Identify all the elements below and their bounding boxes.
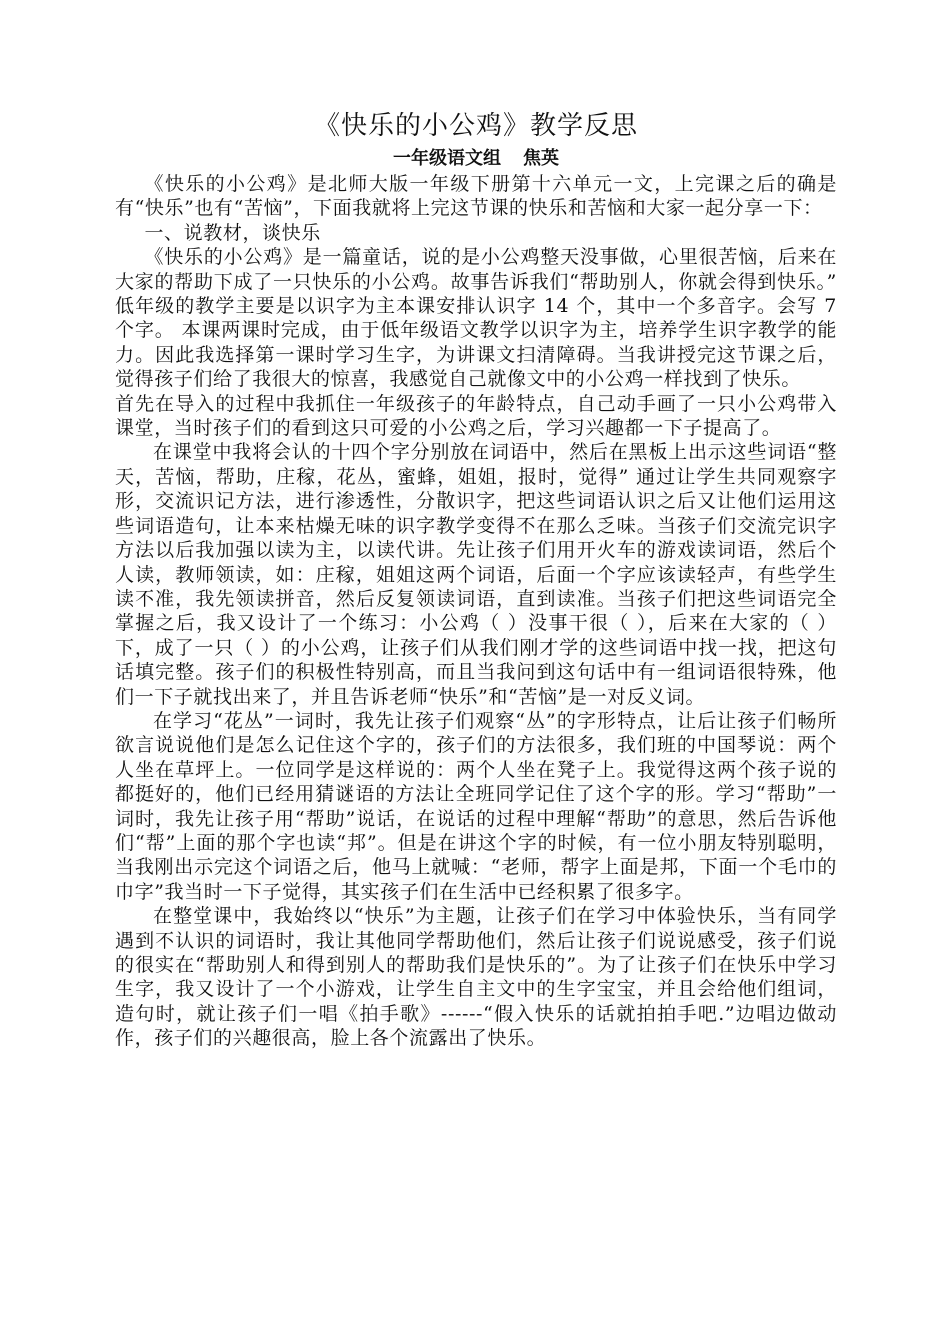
paragraph-5: 在整堂课中，我始终以“快乐”为主题，让孩子们在学习中体验快乐，当有同学遇到不认识的词语时，我让其他同学帮助他们，然后让孩子们说说感受，孩子们说的很实在“帮助别人和得到别人的帮助我们是快乐的”。为了让孩子们在快乐中学习生字，我又设计了一个小游戏，让学生自主文中的生字宝宝，并且会给他们组词，造句时，就让孩子们一唱《拍手歌》------“假入快乐的话就拍拍手吧.”边唱边做动作，孩子们的兴趣很高，脸上各个流露出了快乐。: [115, 905, 837, 1050]
document-page: [115, 106, 837, 1051]
document-title: 《快乐的小公鸡》教学反思: [313, 111, 638, 141]
author-group: 一年级语文组: [393, 148, 501, 169]
section-heading: 一、说教材，谈快乐: [144, 221, 321, 244]
author-name: 焦英: [523, 148, 559, 169]
author-line: [115, 146, 837, 172]
paragraph-3: 在课堂中我将会认的十四个字分别放在词语中，然后在黑板上出示这些词语“整天，苦恼，帮助，庄稼，花丛，蜜蜂，姐姐，报时，觉得” 通过让学生共同观察字形，交流识记方法，进行渗透性，分散识字，把这些词语认识之后又让他们运用这些词语造句，让本来枯燥无味的识字教学变得不在那么乏味。当孩子们交流完识字方法以后我加强以读为主，以读代讲。先让孩子们用开火车的游戏读词语，然后个人读，教师领读，如：庄稼，姐姐这两个词语，后面一个字应该读轻声，有些学生读不准，我先领读拼音，然后反复领读词语，直到读准。当孩子们把这些词语完全掌握之后，我又设计了一个练习：小公鸡（ ）没事干很（ ），后来在大家的（ ）下，成了一只（ ）的小公鸡，让孩子们从我们刚才学的这些词语中找一找，把这句话填完整。孩子们的积极性特别高，而且当我问到这句话中有一组词语很特殊，他们一下子就找出来了，并且告诉老师“快乐”和“苦恼”是一对反义词。: [115, 441, 837, 708]
paragraph-2: 首先在导入的过程中我抓住一年级孩子的年龄特点，自己动手画了一只小公鸡带入课堂，当时孩子们的看到这只可爱的小公鸡之后，学习兴趣都一下子提高了。: [115, 392, 837, 440]
intro-paragraph: 《快乐的小公鸡》是北师大版一年级下册第十六单元一文，上完课之后的确是有“快乐”也有“苦恼”，下面我就将上完这节课的快乐和苦恼和大家一起分享一下：: [115, 173, 837, 220]
paragraph-1: 《快乐的小公鸡》是一篇童话，说的是小公鸡整天没事做，心里很苦恼，后来在大家的帮助下成了一只快乐的小公鸡。故事告诉我们“帮助别人，你就会得到快乐。” 低年级的教学主要是以识字为主本课安排认识字 14 个，其中一个多音字。会写 7 个字。 本课两课时完成，由于低年级语文教学以识字为主，培养学生识字教学的能力。因此我选择第一课时学习生字，为讲课文扫清障碍。当我讲授完这节课之后，觉得孩子们给了我很大的惊喜，我感觉自己就像文中的小公鸡一样找到了快乐。: [115, 246, 837, 391]
paragraph-4: 在学习“花丛”一词时，我先让孩子们观察“丛”的字形特点，让后让孩子们畅所欲言说说他们是怎么记住这个字的，孩子们的方法很多，我们班的中国琴说：两个人坐在草坪上。一位同学是这样说的：两个人坐在凳子上。我觉得这两个孩子说的都挺好的，他们已经用猜谜语的方法让全班同学记住了这个字的形。学习“帮助”一词时，我先让孩子用“帮助”说话，在说话的过程中理解“帮助”的意思，然后告诉他们“帮”上面的那个字也读“邦”。但是在讲这个字的时候，有一位小朋友特别聪明，当我刚出示完这个词语之后，他马上就喊：“老师，帮字上面是邦，下面一个毛巾的巾字”我当时一下子觉得，其实孩子们在生活中已经积累了很多字。: [115, 709, 837, 903]
